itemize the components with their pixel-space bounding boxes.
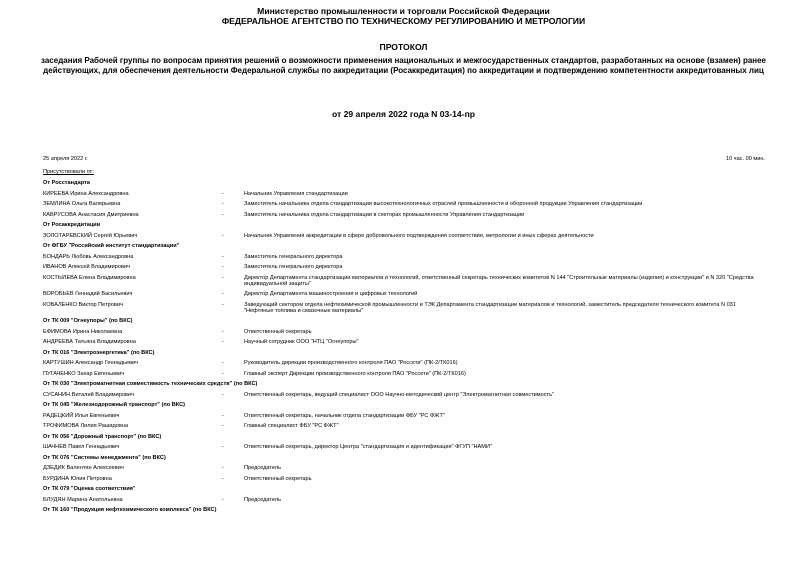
attendee-name: СУСАНИН Виталий Владимирович [43, 391, 134, 398]
meeting-date: 25 апреля 2022 г. [43, 156, 88, 162]
dash-separator: - [222, 211, 224, 218]
dash-separator: - [222, 391, 224, 398]
attendee-row [0, 264, 807, 275]
group-title: От ТК 079 "Оценка соответствия" [43, 486, 136, 492]
attendee-role: Председатель [244, 465, 282, 471]
attendee-role: Главный специалист ФБУ "РС ФЖТ" [244, 423, 339, 429]
dash-separator: - [222, 475, 224, 482]
attendee-name: КИРЕЕВА Ирина Александровна [43, 190, 129, 197]
organization-group [0, 318, 807, 329]
organization-group [0, 402, 807, 413]
group-title: От Росаккредитации [43, 222, 101, 228]
attendee-row [0, 339, 807, 350]
group-title: От Росстандарта [43, 180, 90, 186]
attendee-role: Заместитель начальника отдела стандартизации высокотехнологичных отраслей промышленности и оборонной продукции Управления стандартизации [244, 201, 643, 207]
dash-separator: - [222, 465, 224, 471]
attendee-role: Ответственный секретарь [244, 328, 312, 335]
dash-separator: - [222, 423, 224, 429]
organization-group [0, 434, 807, 445]
document-subject: заседания Рабочей группы по вопросам принятия решений о возможности применения национальных и межгосударственных стандартов, разработанных на основе (взамен) ранее действующих, для обеспечения деятельности Федеральной службы по аккредитации (Росаккредитация) по аккредитации и подтверждению компетентности аккредитованных лиц [40, 56, 767, 75]
organization-group [0, 180, 807, 191]
attendee-role: Руководитель дирекции производственного контроля ПАО "Россети" (ПК-2/ТК016) [244, 360, 458, 366]
attendees-list [0, 180, 807, 518]
organization-group [0, 243, 807, 254]
attendee-row [0, 201, 807, 212]
attendee-role: Заведующий сектором отдела нефтехимической промышленности и ТЭК Департамента стандартизации материалов и технологий, заместитель председателя технического комитета N 031 "Нефтяные топлива и смазочные материалы" [244, 301, 736, 315]
attendee-name: КОСТЫЛЕВА Елена Владимировна [43, 274, 136, 281]
attendee-name: КАРТУШИН Александр Геннадьевич [43, 360, 139, 366]
dash-separator: - [222, 291, 224, 297]
dash-separator: - [222, 496, 224, 503]
dash-separator: - [222, 232, 224, 239]
attendee-row [0, 465, 807, 476]
attendee-role: Главный эксперт Дирекции производственного контроля ПАО "Россети" (ПК-2/ТК016) [244, 370, 466, 377]
attendee-name: КАВРУСОВА Анастасия Дмитриевна [43, 211, 139, 218]
organization-group [0, 222, 807, 233]
dash-separator: - [222, 190, 224, 197]
attendee-name: ДЗЕДИК Валентин Алексеевич [43, 465, 124, 471]
dash-separator: - [222, 339, 224, 345]
attendee-name: ЗЕМЛИНА Ольга Валерьевна [43, 201, 121, 207]
attendee-name: ВОРОБЬЕВ Геннадий Васильевич [43, 291, 133, 297]
attendee-role: Научный сотрудник ООО "НТЦ "Огнеупоры" [244, 339, 359, 345]
attendee-role: Председатель [244, 496, 282, 503]
document-type: ПРОТОКОЛ [379, 42, 428, 52]
attendee-role: Заместитель генерального директора [244, 253, 343, 260]
attendee-row [0, 233, 807, 244]
attendee-role: Директор Департамента машиностроения и цифровых технологий [244, 291, 418, 297]
group-title: От ФГБУ "Российский институт стандартизации" [43, 243, 180, 249]
attendee-row [0, 329, 807, 340]
dash-separator: - [222, 264, 224, 270]
attendee-name: ЗОЛОТАРЕВСКИЙ Сергей Юрьевич [43, 232, 138, 239]
attendee-name: ТРОФИМОВА Лилия Рашидовна [43, 423, 129, 429]
dash-separator: - [222, 360, 224, 366]
attendee-name: ЕФИМОВА Ирина Николаевна [43, 328, 123, 335]
present-label: Присутствовали от: [43, 169, 94, 175]
attendee-row [0, 392, 807, 403]
attendee-role: Начальник Управления стандартизации [244, 190, 348, 197]
attendee-role: Заместитель генерального директора [244, 264, 343, 270]
group-title: От ТК 016 "Электроэнергетика" (по ВКС) [43, 349, 155, 356]
group-title: От ТК 076 "Системы менеджмента" (по ВКС) [43, 454, 166, 461]
dash-separator: - [222, 201, 224, 207]
group-title: От ТК 056 "Дорожный транспорт" (по ВКС) [43, 433, 162, 440]
attendee-row [0, 212, 807, 223]
dash-separator: - [222, 328, 224, 335]
attendee-name: ПУГАЧЕНКО Захар Евгеньевич [43, 370, 124, 377]
attendee-row [0, 275, 807, 292]
attendee-row [0, 371, 807, 382]
attendee-role: Ответственный секретарь [244, 475, 312, 482]
attendee-row [0, 191, 807, 202]
document-number: от 29 апреля 2022 года N 03-14-пр [331, 109, 476, 119]
agency-title: ФЕДЕРАЛЬНОЕ АГЕНТСТВО ПО ТЕХНИЧЕСКОМУ РЕГУЛИРОВАНИЮ И МЕТРОЛОГИИ [221, 16, 586, 26]
group-title: От ТК 009 "Огнеупоры" (по ВКС) [43, 318, 133, 324]
attendee-role: Ответственный секретарь, ведущий специалист ООО Научно-методический центр "Электромагнитная совместимость" [244, 391, 555, 398]
attendee-row [0, 497, 807, 508]
attendee-row [0, 254, 807, 265]
dash-separator: - [222, 274, 224, 281]
attendee-role: Начальник Управления аккредитации в сфере добровольного подтверждения соответствия, метрологии и иных сферах деятельности [244, 232, 594, 239]
attendee-row [0, 476, 807, 487]
meeting-time: 10 час. 00 мин. [725, 156, 765, 162]
attendee-role: Директор Департамента стандартизации материалов и технологий, ответственный секретарь технических комитетов N 144 "Строительные материалы (изделия) и конструкции" и N 320 "Средства индивидуальной защиты" [244, 274, 754, 288]
attendee-name: ИВАНОВ Алексей Владимирович [43, 264, 130, 270]
attendee-role: Ответственный секретарь, директор Центра "стандартизация и идентификация" ФГУП "НАМИ" [244, 444, 492, 450]
attendee-name: ШАЧНЕВ Павел Геннадьевич [43, 444, 120, 450]
organization-group [0, 381, 807, 392]
organization-group [0, 507, 807, 518]
group-title: От ТК 030 "Электромагнитная совместимость технических средств" (по ВКС) [43, 381, 258, 387]
attendee-row [0, 444, 807, 455]
attendee-name: РАДЕЦКИЙ Илья Евгеньевич [43, 412, 120, 419]
ministry-title: Министерство промышленности и торговли Российской Федерации [257, 6, 550, 16]
attendee-row [0, 413, 807, 424]
organization-group [0, 350, 807, 361]
attendee-name: БОНДАРЬ Любовь Александровна [43, 253, 134, 260]
attendee-name: БЛУДЯН Марина Анатольевна [43, 496, 123, 503]
attendee-name: АНДРЕЕВА Татьяна Владимировна [43, 339, 136, 345]
attendee-row [0, 423, 807, 434]
attendee-role: Ответственный секретарь, начальник отдела стандартизации ФБУ "РС ФЖТ" [244, 412, 445, 419]
dash-separator: - [222, 412, 224, 419]
dash-separator: - [222, 253, 224, 260]
dash-separator: - [222, 301, 224, 308]
group-title: От ТК 160 "Продукция нефтехимического комплекса" (по ВКС) [43, 507, 217, 513]
attendee-row [0, 291, 807, 302]
attendee-role: Заместитель начальника отдела стандартизации в секторах промышленности Управления стандартизации [244, 211, 525, 218]
organization-group [0, 455, 807, 466]
organization-group [0, 486, 807, 497]
attendee-row [0, 302, 807, 319]
attendee-name: КОВАЛЕНКО Виктор Петрович [43, 301, 123, 308]
dash-separator: - [222, 370, 224, 377]
dash-separator: - [222, 444, 224, 450]
attendee-row [0, 360, 807, 371]
group-title: От ТК 045 "Железнодорожный транспорт" (по ВКС) [43, 402, 186, 408]
attendee-name: БУРДИНА Юлия Петровна [43, 475, 112, 482]
